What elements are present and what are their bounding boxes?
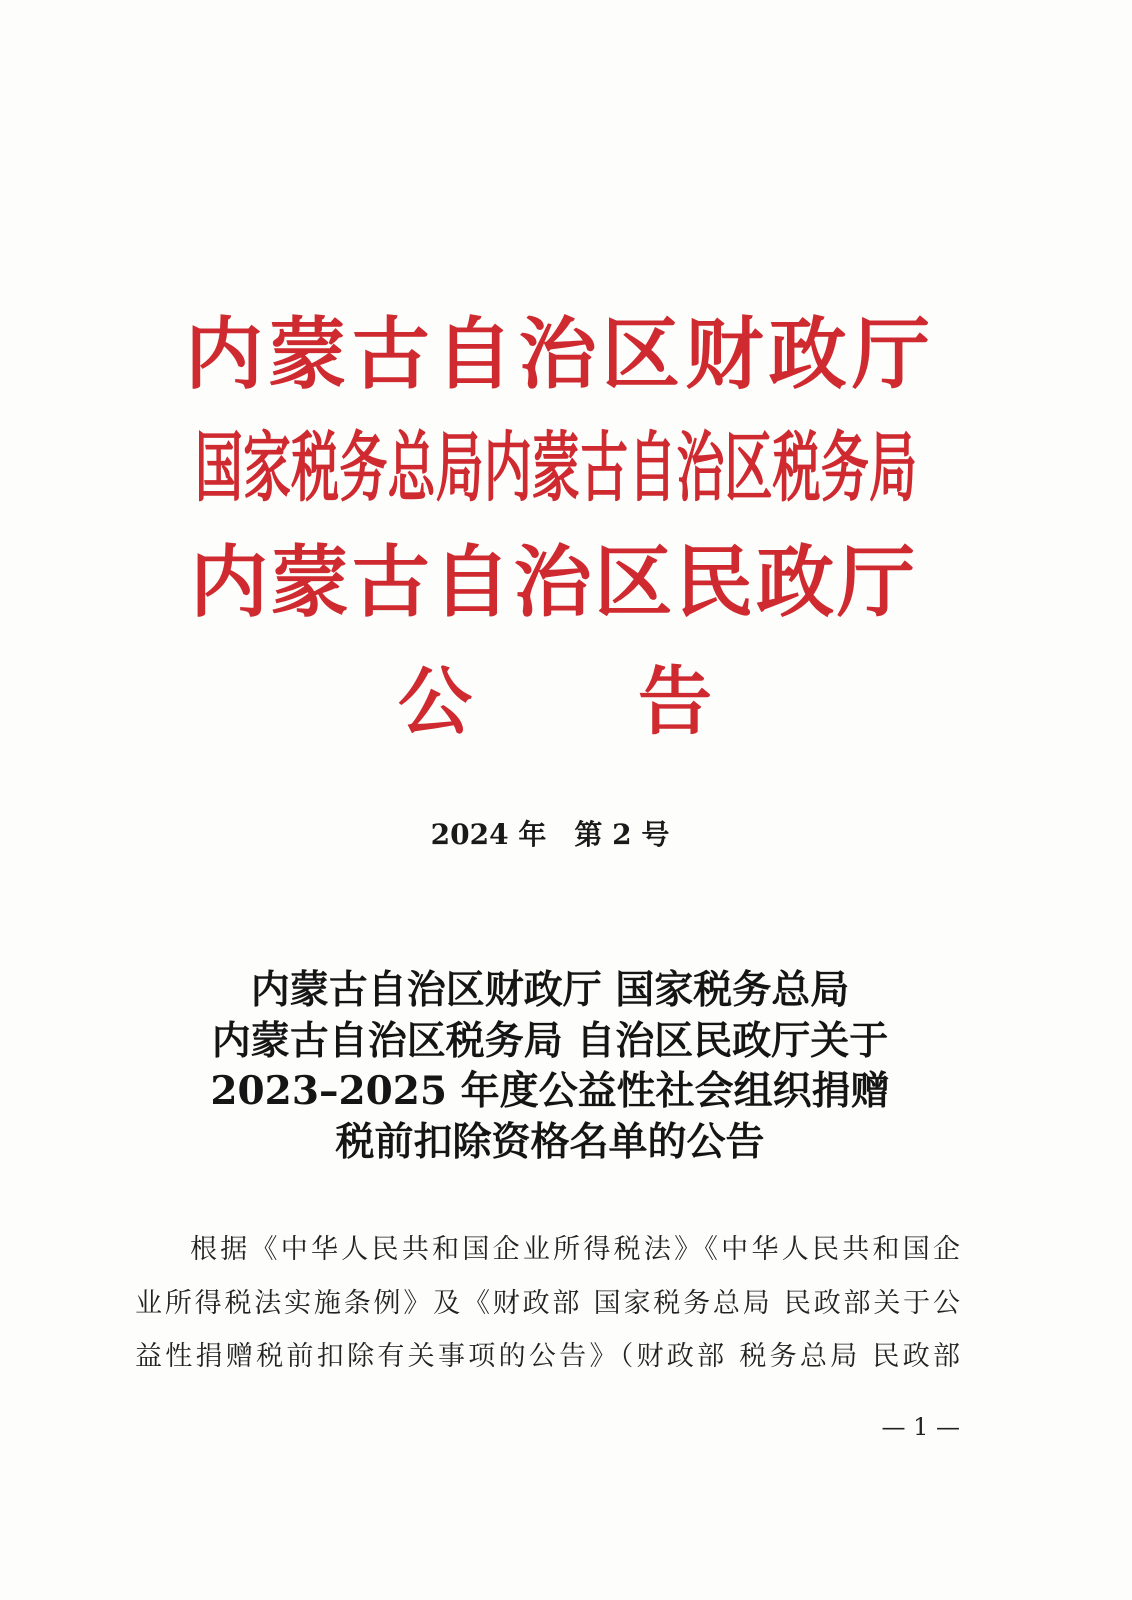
body-line: 业所得税法实施条例》及《财政部 国家税务总局 民政部关于公 [135, 1287, 960, 1319]
issuer-civil-affairs-department: 内蒙古自治区民政厅 [190, 537, 915, 628]
document-title [100, 965, 1000, 1167]
title-line: 内蒙古自治区财政厅 国家税务总局 [250, 967, 850, 1013]
body-line: 益性捐赠税前扣除有关事项的公告》（财政部 税务总局 民政部 [135, 1341, 960, 1372]
body-line: 根据《中华人民共和国企业所得税法》《中华人民共和国企 [190, 1234, 960, 1265]
document-type-heading: 公告 [398, 659, 712, 745]
issuer-tax-bureau-wrapper [195, 422, 920, 514]
document-number: 2024 年 第 2 号 [430, 818, 670, 851]
issuer-tax-bureau: 国家税务总局内蒙古自治区税务局 [195, 423, 917, 512]
title-line: 内蒙古自治区税务局 自治区民政厅关于 [211, 1017, 889, 1064]
title-line: 2023–2025 年度公益性社会组织捐赠 [210, 1068, 890, 1114]
page-number: — 1 — [881, 1413, 960, 1441]
issuer-finance-department: 内蒙古自治区财政厅 [185, 309, 930, 400]
title-line: 税前扣除资格名单的公告 [335, 1118, 765, 1165]
body-paragraph [135, 1223, 960, 1384]
